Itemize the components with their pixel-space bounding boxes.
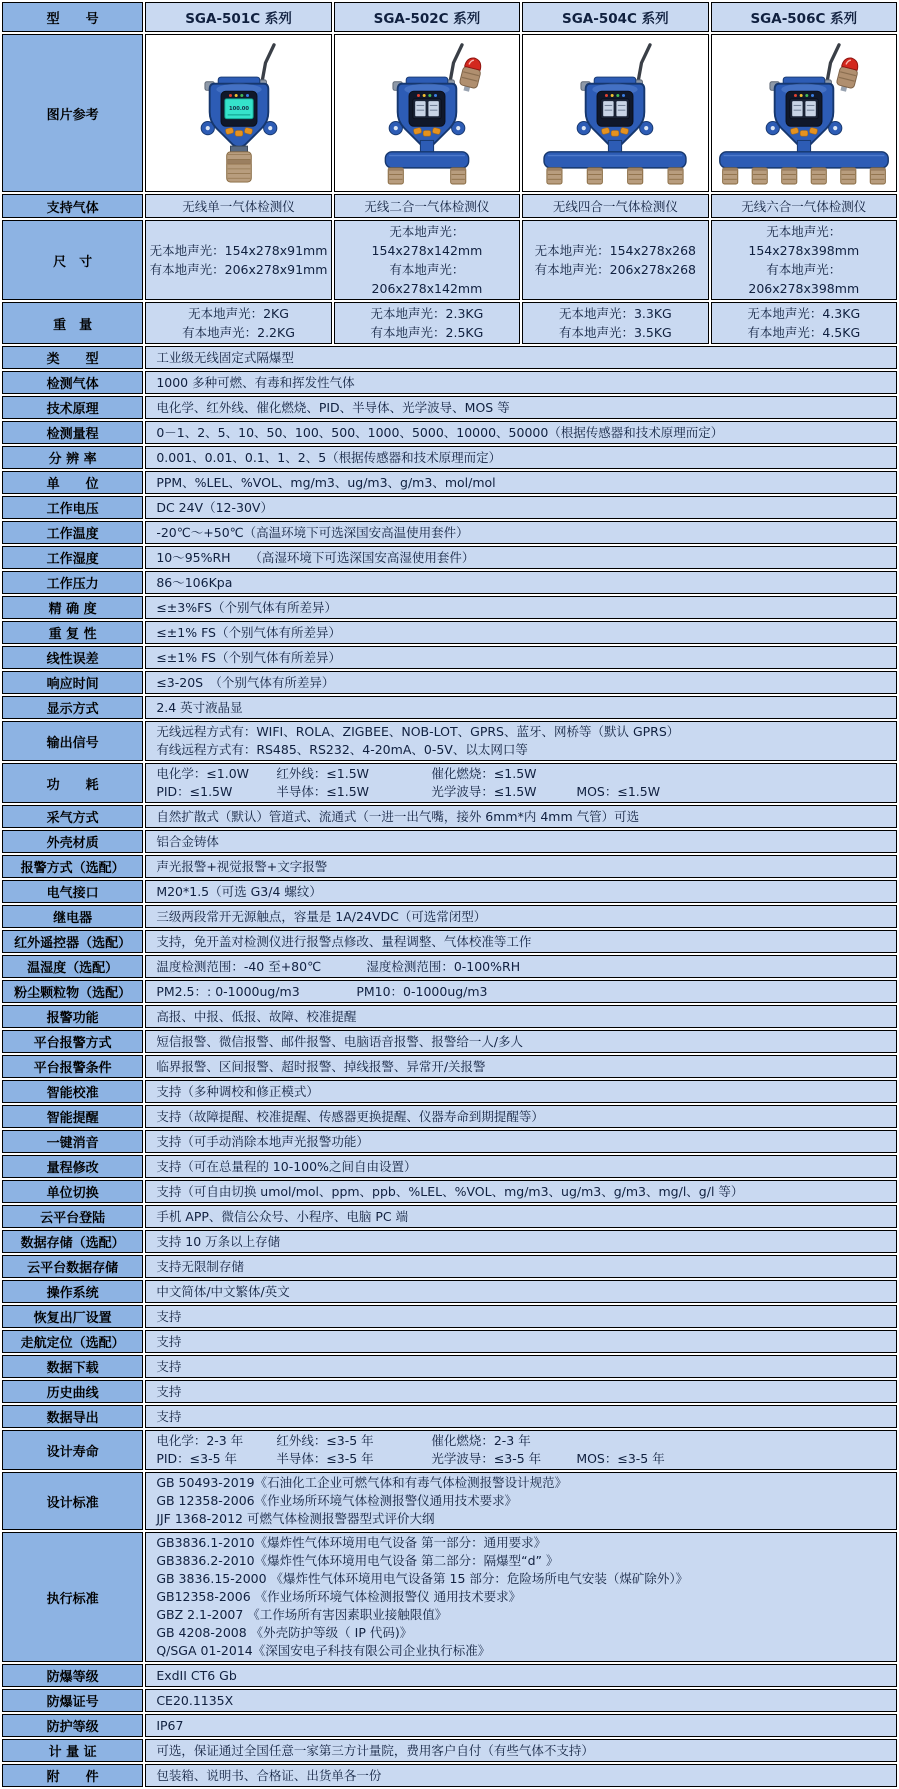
spec-row-label: 设计寿命 <box>2 1430 143 1470</box>
spec-row-label: 防爆等级 <box>2 1664 143 1687</box>
spec-value-segment: MOS：≤3-5 年 <box>576 1451 665 1466</box>
spec-row-label: 检测气体 <box>2 371 143 394</box>
spec-value-line: 支持 <box>156 1333 182 1349</box>
spec-value-segment: 半导体：≤3-5 年 <box>276 1451 374 1466</box>
spec-row <box>2 1664 897 1687</box>
spec-row-label: 量程修改 <box>2 1155 143 1178</box>
spec-row-value <box>145 721 897 761</box>
spec-row-value <box>145 1205 897 1228</box>
spec-row <box>2 721 897 761</box>
spec-row-label: 平台报警条件 <box>2 1055 143 1078</box>
spec-row-label: 走航定位（选配） <box>2 1330 143 1353</box>
spec-row-value <box>145 763 897 803</box>
spec-row-label: 设计标准 <box>2 1472 143 1530</box>
spec-row-label: 工作压力 <box>2 571 143 594</box>
spec-row-label: 数据导出 <box>2 1405 143 1428</box>
spec-value-line: GB 4208-2008 《外壳防护等级（ IP 代码)》 <box>156 1625 413 1640</box>
spec-row-value <box>145 1689 897 1712</box>
spec-row-value <box>145 1055 897 1078</box>
spec-row-label: 历史曲线 <box>2 1380 143 1403</box>
spec-value-line: PPM、%LEL、%VOL、mg/m3、ug/m3、g/m3、mol/mol <box>156 474 496 490</box>
spec-row-value <box>145 646 897 669</box>
spec-row-value <box>145 421 897 444</box>
spec-row-value <box>145 671 897 694</box>
spec-row-label: 粉尘颗粒物（选配） <box>2 980 143 1003</box>
spec-value-segment: PID：≤3-5 年 <box>156 1451 238 1466</box>
spec-row <box>2 646 897 669</box>
spec-value-segment: 电化学：≤1.0W <box>156 766 250 781</box>
spec-row <box>2 1155 897 1178</box>
spec-row-label: 采气方式 <box>2 805 143 828</box>
spec-value-line: 1000 多种可燃、有毒和挥发性气体 <box>156 374 355 390</box>
spec-row-label: 红外遥控器（选配） <box>2 930 143 953</box>
spec-value-line: 0.001、0.01、0.1、1、2、5（根据传感器和技术原理而定） <box>156 449 502 465</box>
spec-value-line: 可选，保证通过全国任意一家第三方计量院，费用客户自付（有些气体不支持） <box>156 1742 594 1758</box>
spec-row-value <box>145 805 897 828</box>
spec-value-line: GB 12358-2006《作业场所环境气体检测报警仪通用技术要求》 <box>156 1493 518 1508</box>
spec-row-label: 外壳材质 <box>2 830 143 853</box>
size-value: 无本地声光：154x278x142mm 有本地声光：206x278x142mm <box>334 220 520 300</box>
spec-value-line: 短信报警、微信报警、邮件报警、电脑语音报警、报警给一人/多人 <box>156 1033 524 1049</box>
spec-row <box>2 346 897 369</box>
spec-row <box>2 421 897 444</box>
spec-value-segment: 光学波导：≤3-5 年 <box>431 1451 542 1466</box>
device-image-sga-502c <box>334 34 520 192</box>
svg-text:100.00: 100.00 <box>228 106 249 113</box>
spec-row-label: 电气接口 <box>2 880 143 903</box>
spec-value-line: 工业级无线固定式隔爆型 <box>156 349 294 365</box>
spec-value-line: DC 24V（12-30V） <box>156 499 273 515</box>
series-header-sga-504c: SGA-504C 系列 <box>522 2 708 32</box>
spec-value-line: 声光报警+视觉报警+文字报警 <box>156 858 328 874</box>
spec-value-line: ExdII CT6 Gb <box>156 1667 237 1683</box>
spec-row-label: 工作温度 <box>2 521 143 544</box>
spec-row-value <box>145 546 897 569</box>
spec-value-line <box>156 983 890 1001</box>
spec-row-label: 温湿度（选配） <box>2 955 143 978</box>
spec-value-segment: 红外线：≤3-5 年 <box>276 1433 374 1448</box>
spec-value-segment: MOS：≤1.5W <box>576 784 661 799</box>
spec-value-line: GBZ 2.1-2007 《工作场所有害因素职业接触限值》 <box>156 1607 448 1622</box>
spec-value-line: 支持（可手动消除本地声光报警功能） <box>156 1133 369 1149</box>
spec-row-value <box>145 1739 897 1762</box>
spec-row-value <box>145 471 897 494</box>
series-header-sga-502c: SGA-502C 系列 <box>334 2 520 32</box>
series-header-sga-501c: SGA-501C 系列 <box>145 2 331 32</box>
spec-value-line: 86～106Kpa <box>156 574 233 590</box>
spec-row <box>2 571 897 594</box>
spec-row <box>2 763 897 803</box>
spec-row <box>2 496 897 519</box>
spec-row-label: 执行标准 <box>2 1532 143 1662</box>
spec-row-value <box>145 1080 897 1103</box>
spec-value-line: Q/SGA 01-2014《深国安电子科技有限公司企业执行标准》 <box>156 1643 491 1658</box>
spec-value-line: 支持（多种调校和修正模式） <box>156 1083 319 1099</box>
spec-row-label: 工作湿度 <box>2 546 143 569</box>
spec-value-line <box>156 958 890 976</box>
spec-value-line <box>156 1450 890 1468</box>
model-header-label: 型 号 <box>2 2 143 32</box>
weight-row <box>2 302 897 344</box>
spec-value-line: 铝合金铸体 <box>156 833 219 849</box>
spec-row-value <box>145 1130 897 1153</box>
spec-value-line <box>156 1432 890 1450</box>
spec-value-segment: PM10：0-1000ug/m3 <box>356 983 488 999</box>
spec-value-line: 支持（可自由切换 umol/mol、ppm、ppb、%LEL、%VOL、mg/m3、ug/m3、g/m3、mg/l、g/l 等） <box>156 1183 744 1199</box>
spec-value-segment: PM2.5：: 0-1000ug/m3 <box>156 983 300 999</box>
spec-row <box>2 805 897 828</box>
spec-row <box>2 855 897 878</box>
weight-label: 重 量 <box>2 302 143 344</box>
spec-row <box>2 1280 897 1303</box>
spec-row-value <box>145 521 897 544</box>
spec-row <box>2 1130 897 1153</box>
device-image-sga-504c <box>522 34 708 192</box>
weight-value: 无本地声光：2.3KG 有本地声光：2.5KG <box>334 302 520 344</box>
spec-row <box>2 830 897 853</box>
spec-row-value <box>145 496 897 519</box>
spec-row-value <box>145 1405 897 1428</box>
spec-row-value <box>145 1105 897 1128</box>
size-label: 尺 寸 <box>2 220 143 300</box>
spec-value-line: 0－1、2、5、10、50、100、500、1000、5000、10000、50000（根据传感器和技术原理而定） <box>156 424 724 440</box>
spec-row-value <box>145 1430 897 1470</box>
spec-row-value <box>145 571 897 594</box>
spec-value-line: 支持（可在总量程的 10-100%之间自由设置） <box>156 1158 417 1174</box>
spec-value-line: 支持 <box>156 1308 182 1324</box>
series-header-sga-506c: SGA-506C 系列 <box>711 2 897 32</box>
size-value: 无本地声光：154x278x91mm 有本地声光：206x278x91mm <box>145 220 331 300</box>
spec-row <box>2 521 897 544</box>
spec-row <box>2 371 897 394</box>
spec-row <box>2 546 897 569</box>
supported-gas-value: 无线四合一气体检测仪 <box>522 194 708 218</box>
spec-row-value <box>145 1714 897 1737</box>
spec-value-line: -20℃～+50℃（高温环境下可选深国安高温使用套件） <box>156 524 469 540</box>
spec-value-segment: PID：≤1.5W <box>156 784 233 799</box>
spec-row <box>2 1105 897 1128</box>
spec-row <box>2 1355 897 1378</box>
spec-row-label: 数据下载 <box>2 1355 143 1378</box>
spec-row-label: 分 辨 率 <box>2 446 143 469</box>
spec-row <box>2 596 897 619</box>
spec-value-line: 中文简体/中文繁体/英文 <box>156 1283 290 1299</box>
spec-value-line: 三级两段常开无源触点，容量是 1A/24VDC（可选常闭型） <box>156 908 487 924</box>
supported-gas-label: 支持气体 <box>2 194 143 218</box>
spec-value-segment: 电化学：2-3 年 <box>156 1433 244 1448</box>
spec-row-value <box>145 1305 897 1328</box>
spec-value-line: GB 3836.15-2000 《爆炸性气体环境用电气设备第 15 部分：危险场所电气安装（煤矿除外）》 <box>156 1571 689 1586</box>
spec-row-label: 防护等级 <box>2 1714 143 1737</box>
spec-row-label: 平台报警方式 <box>2 1030 143 1053</box>
spec-row-value <box>145 905 897 928</box>
spec-row-value <box>145 621 897 644</box>
spec-row-value <box>145 830 897 853</box>
spec-value-line: JJF 1368-2012 可燃气体检测报警器型式评价大纲 <box>156 1511 435 1526</box>
spec-row-value <box>145 1030 897 1053</box>
size-value: 无本地声光：154x278x268 有本地声光：206x278x268 <box>522 220 708 300</box>
spec-row <box>2 446 897 469</box>
spec-value-line: 支持 <box>156 1408 182 1424</box>
header-row <box>2 2 897 32</box>
spec-row-value <box>145 1764 897 1787</box>
spec-value-line: ≤±1% FS（个别气体有所差异） <box>156 624 341 640</box>
spec-value-line: 支持无限制存储 <box>156 1258 244 1274</box>
spec-row <box>2 1030 897 1053</box>
spec-value-line: 高报、中报、低报、故障、校准提醒 <box>156 1008 357 1024</box>
spec-row <box>2 1330 897 1353</box>
spec-value-line: ≤3-20S （个别气体有所差异） <box>156 674 335 690</box>
spec-value-line: 10～95%RH （高湿环境下可选深国安高湿使用套件） <box>156 549 475 565</box>
spec-row-label: 线性误差 <box>2 646 143 669</box>
spec-row-label: 防爆证号 <box>2 1689 143 1712</box>
spec-row-value <box>145 1355 897 1378</box>
spec-value-line <box>156 765 890 783</box>
spec-row-value <box>145 1532 897 1662</box>
spec-value-line: 2.4 英寸液晶显 <box>156 699 243 715</box>
size-row <box>2 220 897 300</box>
spec-row-label: 类 型 <box>2 346 143 369</box>
spec-row <box>2 905 897 928</box>
spec-row-value <box>145 1330 897 1353</box>
spec-row <box>2 1764 897 1787</box>
spec-value-line: ≤±1% FS（个别气体有所差异） <box>156 649 341 665</box>
spec-row-label: 报警功能 <box>2 1005 143 1028</box>
spec-row-value <box>145 396 897 419</box>
spec-row-value <box>145 1230 897 1253</box>
spec-value-line: GB 50493-2019《石油化工企业可燃气体和有毒气体检测报警设计规范》 <box>156 1475 568 1490</box>
spec-row-value <box>145 1664 897 1687</box>
spec-value-line: 包装箱、说明书、合格证、出货单各一份 <box>156 1767 382 1783</box>
spec-value-line: 支持，免开盖对检测仪进行报警点修改、量程调整、气体校准等工作 <box>156 933 532 949</box>
spec-value-segment: 温度检测范围：-40 至+80℃ <box>156 958 322 974</box>
spec-row-label: 数据存储（选配） <box>2 1230 143 1253</box>
spec-row-label: 精 确 度 <box>2 596 143 619</box>
spec-row-value <box>145 1380 897 1403</box>
spec-value-line: 无线远程方式有：WIFI、ROLA、ZIGBEE、NOB-LOT、GPRS、蓝牙、网桥等（默认 GPRS） <box>156 724 680 739</box>
spec-row-label: 附 件 <box>2 1764 143 1787</box>
spec-value-segment: 催化燃烧：≤1.5W <box>431 766 537 781</box>
spec-row <box>2 930 897 953</box>
spec-row-label: 云平台数据存储 <box>2 1255 143 1278</box>
spec-row <box>2 1380 897 1403</box>
spec-row-label: 单 位 <box>2 471 143 494</box>
spec-row <box>2 696 897 719</box>
spec-row-value <box>145 930 897 953</box>
spec-value-line: 手机 APP、微信公众号、小程序、电脑 PC 端 <box>156 1208 409 1224</box>
supported-gas-value: 无线单一气体检测仪 <box>145 194 331 218</box>
spec-row <box>2 955 897 978</box>
spec-value-line: 支持 <box>156 1383 182 1399</box>
spec-row <box>2 1080 897 1103</box>
supported-gas-value: 无线六合一气体检测仪 <box>711 194 897 218</box>
spec-row <box>2 471 897 494</box>
spec-row-label: 报警方式（选配） <box>2 855 143 878</box>
spec-value-segment: 湿度检测范围：0-100%RH <box>366 958 521 974</box>
spec-row <box>2 1689 897 1712</box>
spec-row <box>2 980 897 1003</box>
spec-value-segment: 红外线：≤1.5W <box>276 766 370 781</box>
spec-value-line <box>156 783 890 801</box>
spec-row-label: 功 耗 <box>2 763 143 803</box>
spec-row <box>2 1739 897 1762</box>
spec-row-label: 云平台登陆 <box>2 1205 143 1228</box>
spec-value-line: IP67 <box>156 1717 184 1733</box>
spec-value-line: GB12358-2006 《作业场所环境气体检测报警仪 通用技术要求》 <box>156 1589 522 1604</box>
spec-value-line: CE20.1135X <box>156 1692 234 1708</box>
spec-row-value <box>145 1255 897 1278</box>
spec-row-label: 继电器 <box>2 905 143 928</box>
spec-row-value <box>145 371 897 394</box>
weight-value: 无本地声光：4.3KG 有本地声光：4.5KG <box>711 302 897 344</box>
spec-row <box>2 1305 897 1328</box>
spec-value-line: 支持 10 万条以上存储 <box>156 1233 281 1249</box>
spec-row <box>2 1405 897 1428</box>
spec-row <box>2 1532 897 1662</box>
spec-row <box>2 1430 897 1470</box>
spec-row-label: 智能提醒 <box>2 1105 143 1128</box>
spec-row <box>2 880 897 903</box>
spec-value-line: 支持（故障提醒、校准提醒、传感器更换提醒、仪器寿命到期提醒等） <box>156 1108 544 1124</box>
spec-row-label: 响应时间 <box>2 671 143 694</box>
weight-value: 无本地声光：3.3KG 有本地声光：3.5KG <box>522 302 708 344</box>
device-image-sga-506c <box>711 34 897 192</box>
spec-row <box>2 1230 897 1253</box>
spec-value-segment: 光学波导：≤1.5W <box>431 784 537 799</box>
size-value: 无本地声光：154x278x398mm 有本地声光：206x278x398mm <box>711 220 897 300</box>
spec-row-label: 检测量程 <box>2 421 143 444</box>
spec-row <box>2 1055 897 1078</box>
spec-value-line: GB3836.1-2010《爆炸性气体环境用电气设备 第一部分：通用要求》 <box>156 1535 547 1550</box>
spec-row-value <box>145 696 897 719</box>
spec-row-label: 操作系统 <box>2 1280 143 1303</box>
spec-value-line: GB3836.2-2010《爆炸性气体环境用电气设备 第二部分：隔爆型“d” 》 <box>156 1553 559 1568</box>
supported-gas-row <box>2 194 897 218</box>
spec-row-value <box>145 346 897 369</box>
spec-row-value <box>145 446 897 469</box>
image-row-label: 图片参考 <box>2 34 143 192</box>
spec-value-line: 自然扩散式（默认）管道式、流通式（一进一出气嘴，接外 6mm*内 4mm 气管）可选 <box>156 808 640 824</box>
spec-row-value <box>145 1180 897 1203</box>
spec-value-line: 支持 <box>156 1358 182 1374</box>
spec-row <box>2 621 897 644</box>
device-image-sga-501c <box>145 34 331 192</box>
spec-value-line: 电化学、红外线、催化燃烧、PID、半导体、光学波导、MOS 等 <box>156 399 510 415</box>
image-row <box>2 34 897 192</box>
spec-row <box>2 1180 897 1203</box>
spec-row <box>2 1714 897 1737</box>
spec-row <box>2 1205 897 1228</box>
spec-row-value <box>145 980 897 1003</box>
spec-row-label: 单位切换 <box>2 1180 143 1203</box>
spec-value-line: 有线远程方式有：RS485、RS232、4-20mA、0-5V、以太网口等 <box>156 742 528 757</box>
spec-value-segment: 半导体：≤1.5W <box>276 784 370 799</box>
spec-row-label: 显示方式 <box>2 696 143 719</box>
spec-row <box>2 1005 897 1028</box>
spec-row-label: 技术原理 <box>2 396 143 419</box>
spec-row-value <box>145 596 897 619</box>
spec-row-label: 工作电压 <box>2 496 143 519</box>
spec-row-label: 输出信号 <box>2 721 143 761</box>
spec-row-label: 一键消音 <box>2 1130 143 1153</box>
spec-row-value <box>145 1155 897 1178</box>
spec-row-label: 智能校准 <box>2 1080 143 1103</box>
spec-row <box>2 671 897 694</box>
spec-row-label: 计 量 证 <box>2 1739 143 1762</box>
spec-row-value <box>145 1472 897 1530</box>
spec-row-label: 恢复出厂设置 <box>2 1305 143 1328</box>
spec-row-value <box>145 955 897 978</box>
spec-row-value <box>145 880 897 903</box>
supported-gas-value: 无线二合一气体检测仪 <box>334 194 520 218</box>
spec-row <box>2 1472 897 1530</box>
spec-row <box>2 1255 897 1278</box>
spec-row-value <box>145 1005 897 1028</box>
spec-row <box>2 396 897 419</box>
spec-value-line: 临界报警、区间报警、超时报警、掉线报警、异常开/关报警 <box>156 1058 486 1074</box>
spec-value-segment: 催化燃烧：2-3 年 <box>431 1433 531 1448</box>
spec-row-value <box>145 855 897 878</box>
weight-value: 无本地声光：2KG 有本地声光：2.2KG <box>145 302 331 344</box>
spec-row-value <box>145 1280 897 1303</box>
spec-row-label: 重 复 性 <box>2 621 143 644</box>
spec-value-line: ≤±3%FS（个别气体有所差异） <box>156 599 337 615</box>
spec-value-line: M20*1.5（可选 G3/4 螺纹） <box>156 883 322 899</box>
